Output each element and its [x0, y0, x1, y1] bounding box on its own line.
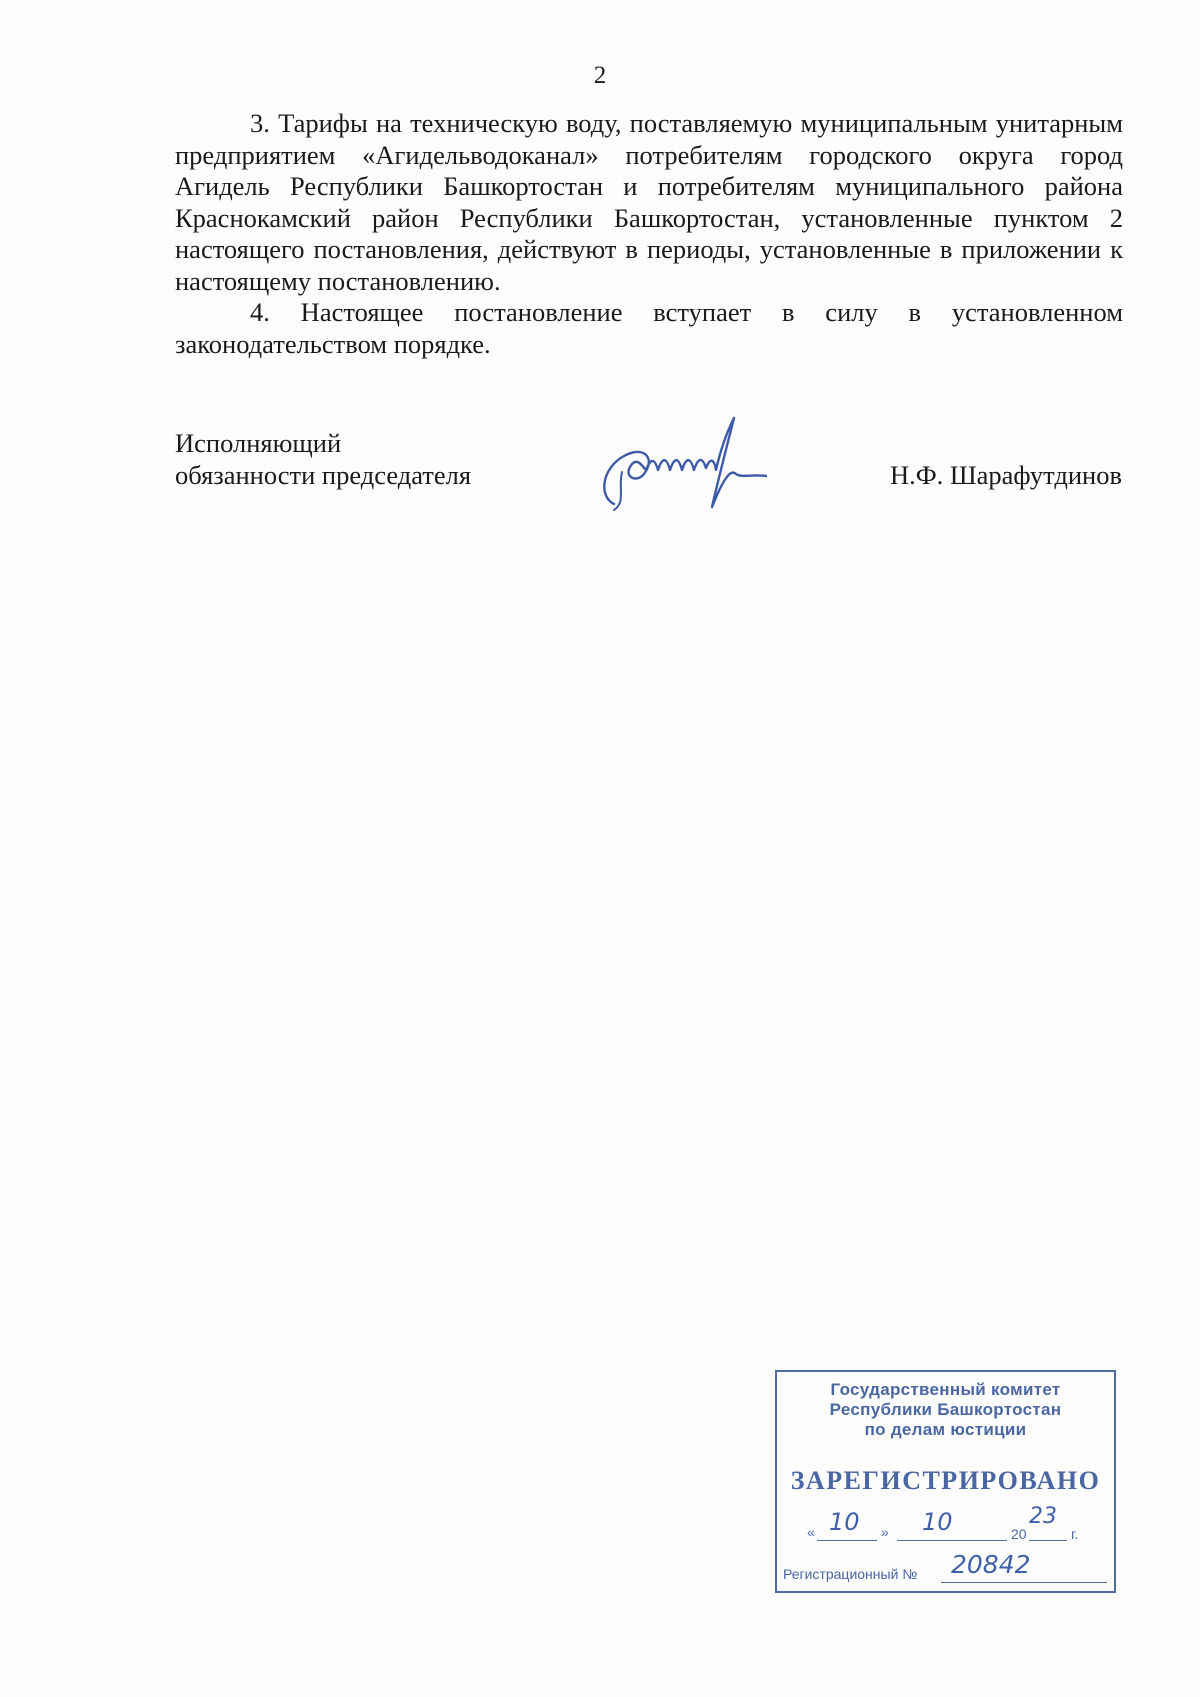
stamp-org-line-1: Государственный комитет [830, 1380, 1061, 1399]
stamp-organization [777, 1380, 1114, 1440]
stamp-day: 10 [829, 1508, 860, 1536]
page-number: 2 [593, 62, 607, 89]
position-line-2: обязанности председателя [175, 459, 472, 490]
quote-open: « [807, 1524, 815, 1540]
stamp-registration-row [783, 1550, 1113, 1588]
stamp-org-line-2: Республики Башкортостан [829, 1400, 1062, 1419]
stamp-reg-label: Регистрационный № [783, 1566, 918, 1582]
paragraph-4: 4. Настоящее постановление вступает в силу в установленном законодательством порядке. [175, 297, 1123, 359]
stamp-org-line-3: по делам юстиции [864, 1420, 1027, 1439]
quote-close: » [881, 1524, 889, 1540]
stamp-year-unit: г. [1071, 1526, 1079, 1542]
stamp-year-prefix: 20 [1011, 1526, 1027, 1542]
stamp-year-suffix: 23 [1029, 1504, 1057, 1529]
registration-stamp [775, 1370, 1116, 1593]
paragraph-3: 3. Тарифы на техническую воду, поставляемую муниципальным унитарным предприятием «Агидельводоканал» потребителям городского округа город Агидель Республики Башкортостан и потребителям муниципального района Краснокамский район Республики Башкортостан, установленные пунктом 2 настоящего постановления, действуют в периоды, установленные в приложении к настоящему постановлению. [175, 108, 1123, 296]
handwritten-signature [592, 412, 767, 527]
stamp-date-row [807, 1504, 1107, 1544]
document-body [175, 108, 1123, 360]
signatory-name: Н.Ф. Шарафутдинов [889, 460, 1122, 490]
stamp-reg-number: 20842 [951, 1550, 1031, 1579]
stamp-month: 10 [922, 1508, 953, 1536]
position-line-1: Исполняющий [175, 428, 342, 458]
stamp-status: ЗАРЕГИСТРИРОВАНО [790, 1466, 1101, 1495]
signatory-position [175, 428, 471, 491]
